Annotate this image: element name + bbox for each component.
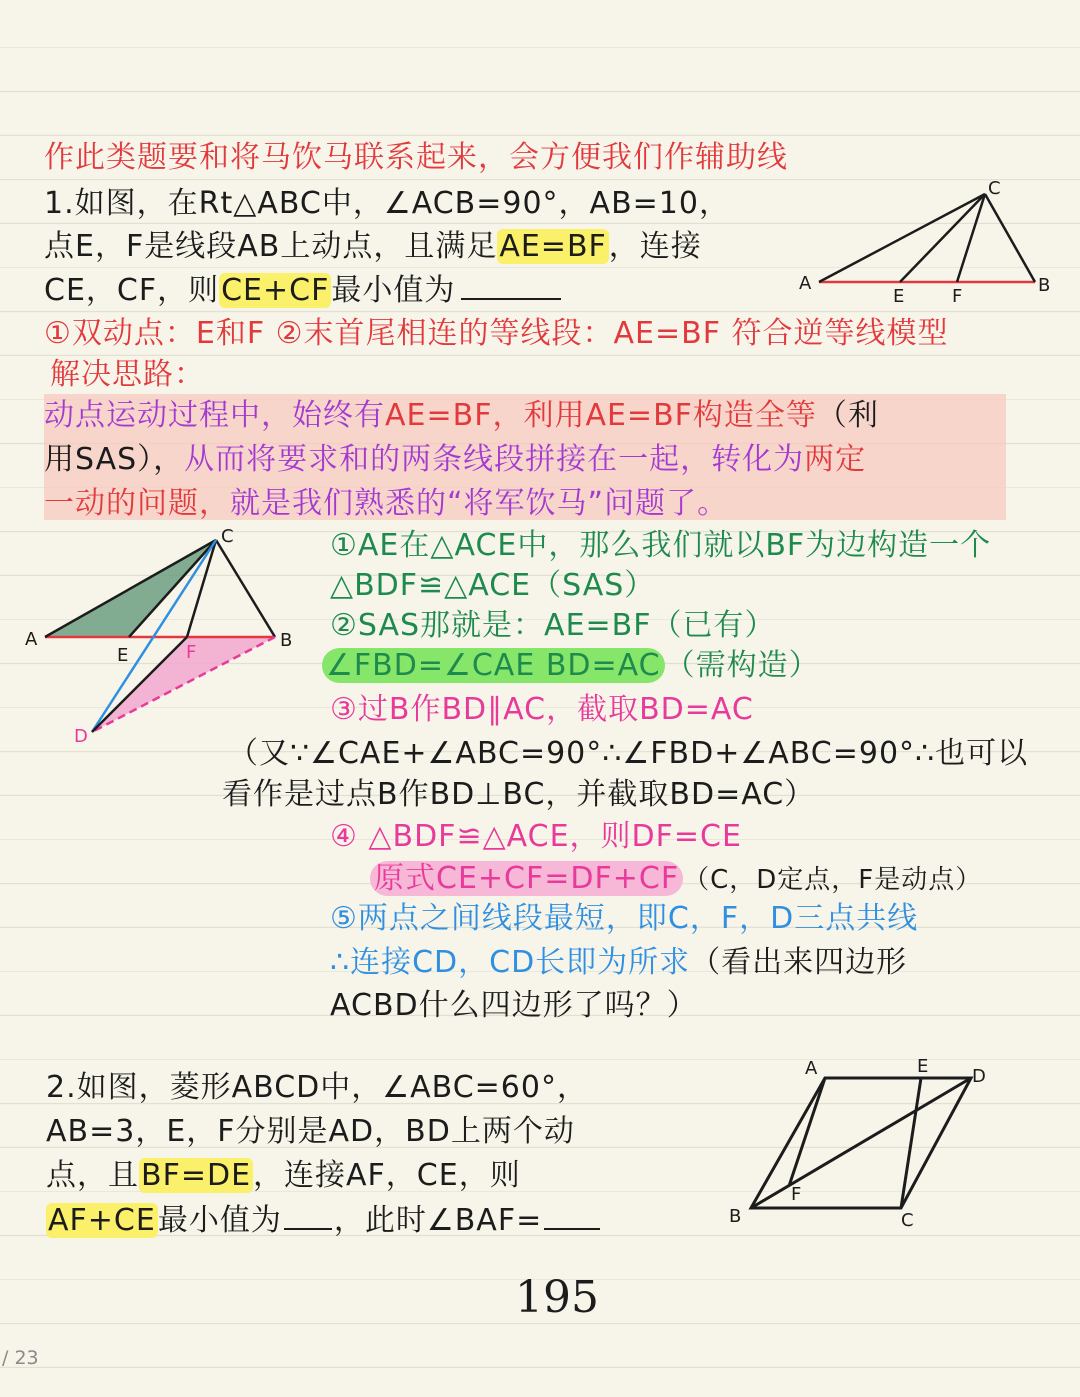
approach-line2 — [44, 440, 866, 480]
step2-line1: ②SAS那就是：AE=BF（已有） — [330, 608, 776, 643]
approach-line1-b: AE=BF，利用AE=BF构造全等 — [385, 398, 817, 433]
step2-line2-post: （需构造） — [664, 648, 820, 683]
segment-bc — [216, 540, 275, 637]
approach-line2-a: 用SAS）， — [44, 442, 185, 477]
answer-blank-2 — [544, 1200, 600, 1230]
label-e: E — [893, 286, 905, 307]
problem2-line4-post: ，此时∠BAF= — [333, 1203, 543, 1238]
label-d: D — [74, 726, 88, 747]
problem1-line2-pre: 点E，F是线段AB上动点，且满足 — [44, 229, 498, 264]
problem2-line4-mid: 最小值为 — [157, 1203, 282, 1238]
step4-line2-post: （C，D定点，F是动点） — [683, 865, 983, 895]
segment-bc — [985, 194, 1035, 282]
step5-line1: ⑤两点之间线段最短，即C，F，D三点共线 — [330, 901, 919, 936]
label-b: B — [729, 1206, 742, 1227]
problem2-line3-pre: 点，且 — [46, 1158, 139, 1193]
label-b: B — [280, 630, 293, 651]
approach-line2-c: 两定 — [804, 442, 867, 477]
problem2-highlight-bf-de: BF=DE — [141, 1158, 252, 1193]
note-line1: （又∵∠CAE+∠ABC=90°∴∠FBD+∠ABC=90°∴也可以 — [228, 736, 1029, 771]
label-a: A — [799, 273, 812, 294]
label-e: E — [917, 1056, 929, 1077]
problem1-highlight-ce-cf: CE+CF — [221, 273, 330, 308]
answer-blank-1 — [284, 1200, 332, 1230]
approach-line1-a: 动点运动过程中，始终有 — [44, 398, 385, 433]
label-c: C — [221, 526, 234, 547]
approach-line3-a: 一动的问题， — [44, 486, 230, 521]
problem2-line1: 2.如图，菱形ABCD中，∠ABC=60°， — [46, 1070, 588, 1105]
page-number: 195 — [515, 1272, 599, 1323]
analysis-text: ①双动点：E和F ②末首尾相连的等线段：AE=BF 符合逆等线模型 — [44, 316, 949, 351]
approach-line1 — [44, 396, 879, 436]
answer-blank — [461, 270, 561, 300]
diagonal-bd — [751, 1078, 971, 1208]
problem1-line3-post: 最小值为 — [331, 273, 456, 308]
step3-text: ③过B作BD∥AC，截取BD=AC — [330, 692, 754, 727]
step1-line1: ①AE在△ACE中，那么我们就以BF为边构造一个 — [330, 528, 992, 563]
approach-title: 解决思路： — [50, 357, 205, 392]
label-a: A — [805, 1058, 818, 1079]
approach-line3 — [44, 484, 728, 524]
step2-line2 — [322, 646, 820, 686]
label-d: D — [972, 1066, 986, 1087]
label-f: F — [791, 1184, 802, 1205]
problem2-line4 — [46, 1200, 600, 1241]
label-c: C — [901, 1210, 914, 1231]
problem1-line1: 1.如图，在Rt△ABC中，∠ACB=90°，AB=10， — [44, 186, 730, 221]
step4-line2 — [370, 859, 982, 900]
problem1-line2 — [44, 227, 702, 267]
page-counter: / 23 — [2, 1347, 39, 1369]
figure2-construction — [20, 522, 310, 752]
problem1-line3-pre: CE，CF，则 — [44, 273, 220, 308]
label-f: F — [186, 642, 197, 663]
label-e: E — [117, 645, 129, 666]
tip-text: 作此类题要和将马饮马联系起来，会方便我们作辅助线 — [44, 140, 788, 175]
problem1-highlight-ae-bf: AE=BF — [499, 229, 607, 264]
step5-line2-blue: ∴连接CD，CD长即为所求 — [330, 945, 691, 980]
approach-line1-c: （利 — [816, 398, 879, 433]
problem2-line3 — [46, 1156, 521, 1196]
label-f: F — [952, 286, 963, 307]
label-c: C — [988, 178, 1001, 199]
step5-line2 — [330, 943, 907, 983]
step4-highlight: 原式CE+CF=DF+CF — [370, 861, 683, 896]
figure1-triangle — [795, 176, 1055, 306]
step2-highlight: ∠FBD=∠CAE BD=AC — [322, 648, 665, 683]
problem2-highlight-af-ce: AF+CE — [48, 1203, 156, 1238]
step1-line2: △BDF≌△ACE（SAS） — [330, 568, 656, 603]
problem1-line2-post: ，连接 — [608, 229, 702, 264]
note-line2: 看作是过点B作BD⊥BC，并截取BD=AC） — [222, 777, 816, 812]
problem2-line2: AB=3，E，F分别是AD，BD上两个动 — [46, 1114, 575, 1149]
problem2-line3-post: ，连接AF，CE，则 — [253, 1158, 521, 1193]
approach-line3-b: 就是我们熟悉的“将军饮马”问题了。 — [230, 486, 729, 521]
step5-line2-post: （看出来四边形 — [690, 945, 908, 980]
label-b: B — [1038, 275, 1051, 296]
approach-line2-b: 从而将要求和的两条线段拼接在一起，转化为 — [184, 442, 805, 477]
step5-line3: ACBD什么四边形了吗？） — [330, 988, 698, 1023]
step4-line1: ④ △BDF≌△ACE，则DF=CE — [330, 819, 742, 854]
figure3-rhombus — [725, 1052, 995, 1232]
label-a: A — [25, 629, 38, 650]
problem1-line3 — [44, 270, 561, 311]
